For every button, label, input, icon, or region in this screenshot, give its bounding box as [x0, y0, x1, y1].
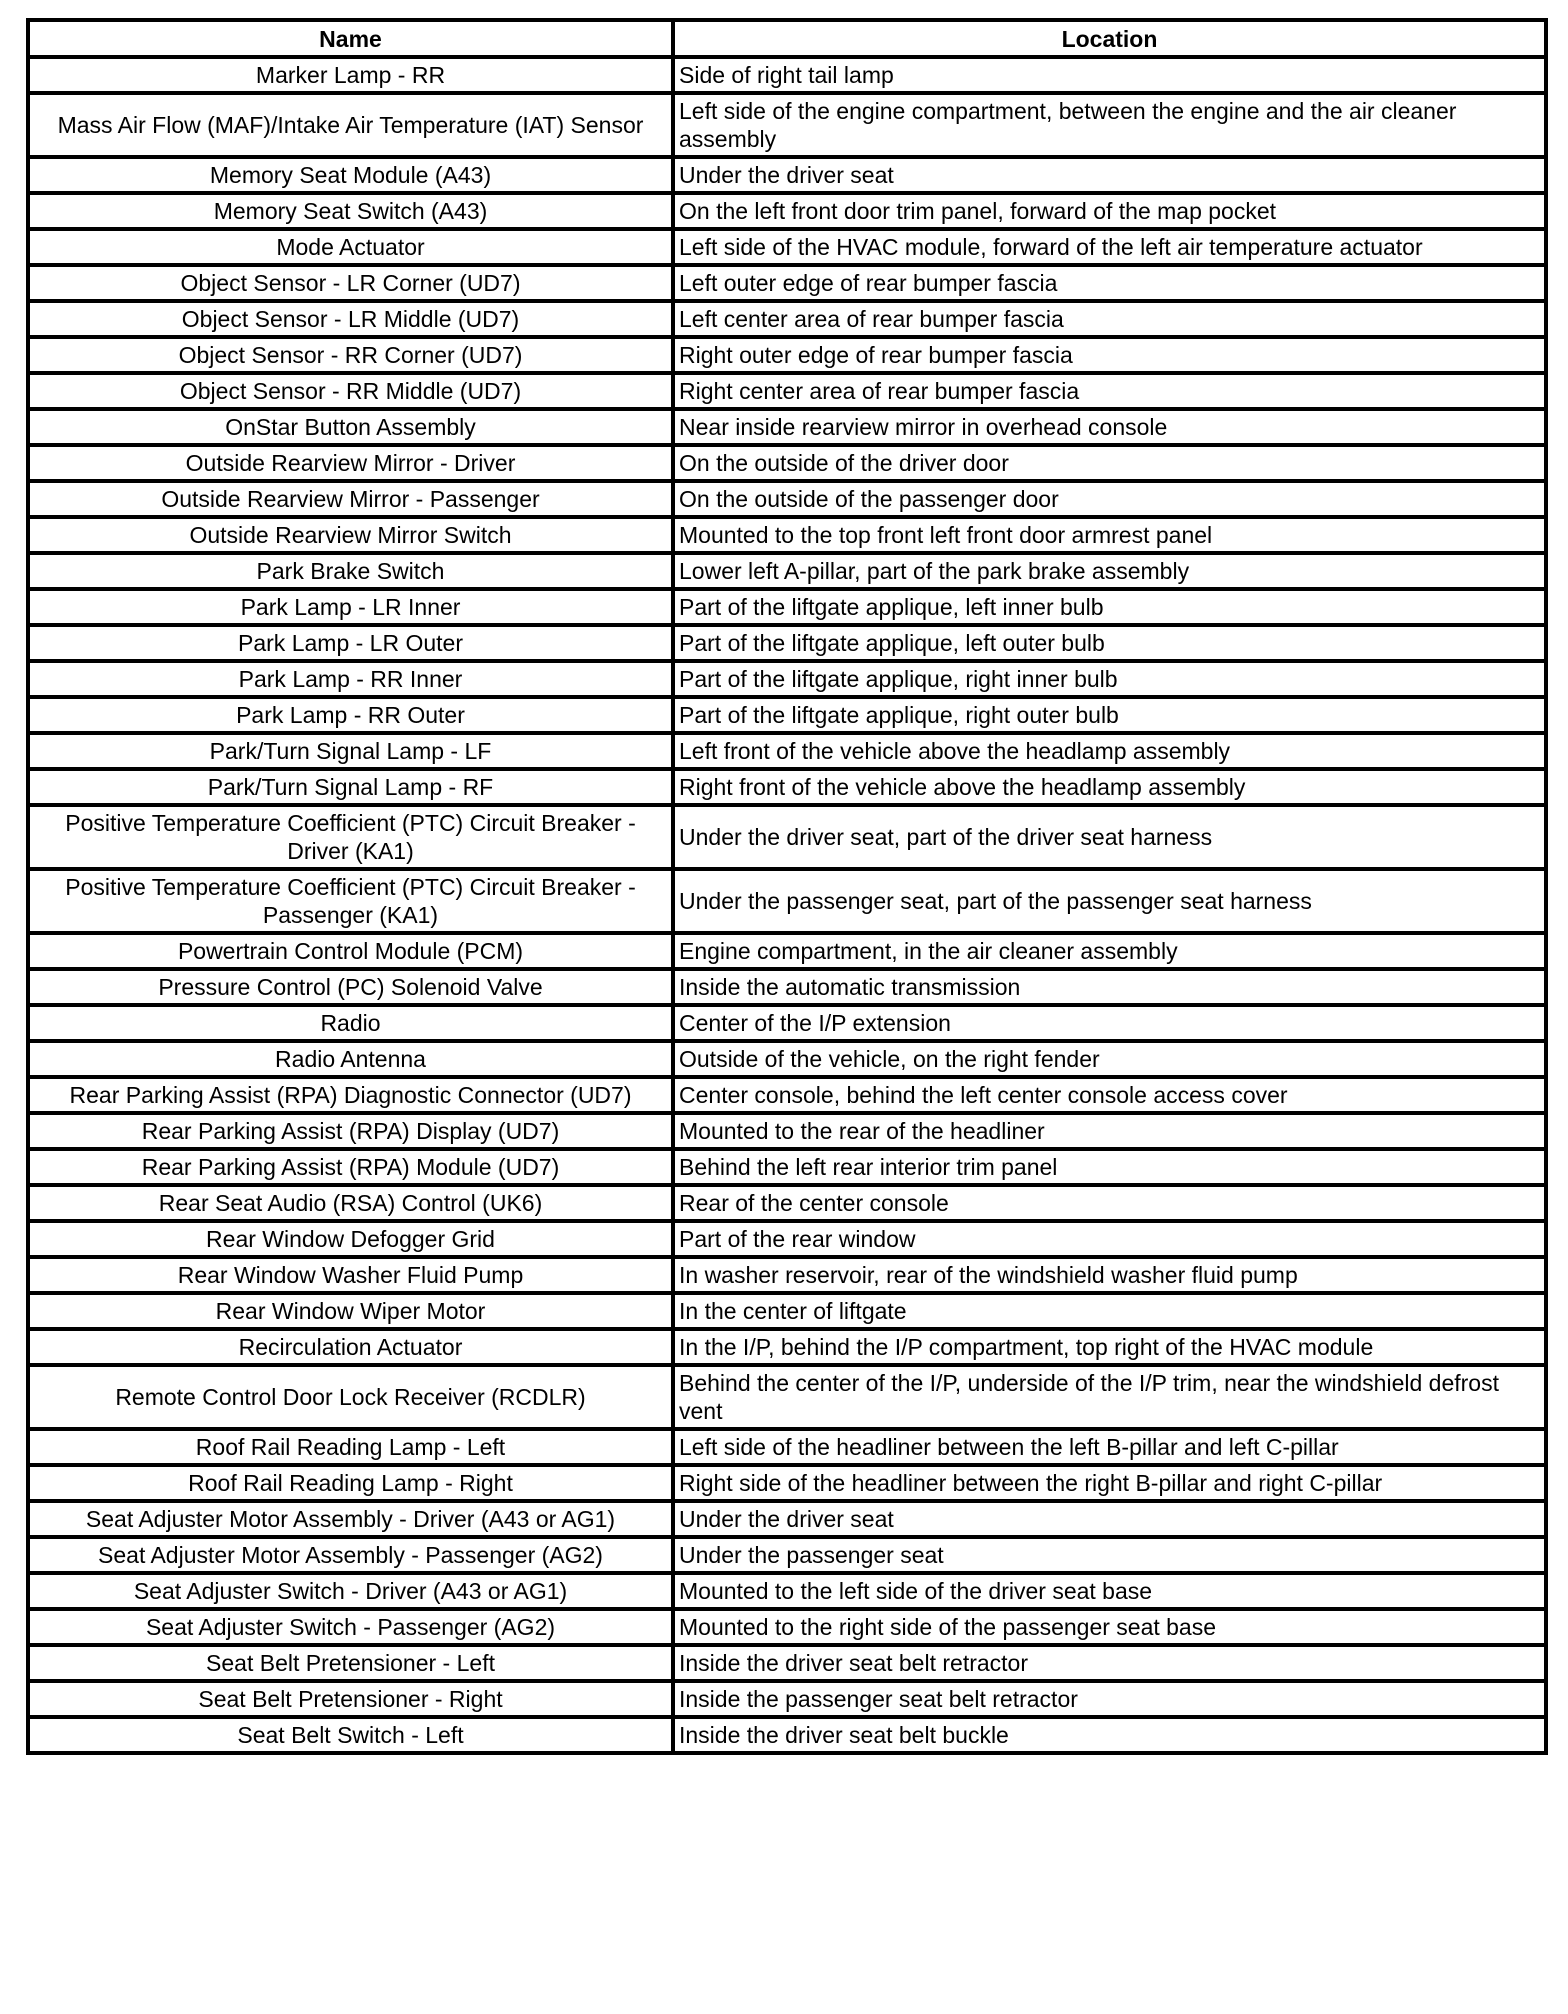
table-row	[28, 589, 1546, 625]
component-name-cell: Roof Rail Reading Lamp - Left	[28, 1429, 673, 1465]
table-row	[28, 229, 1546, 265]
table-row	[28, 1005, 1546, 1041]
component-location-cell: Outside of the vehicle, on the right fender	[673, 1041, 1546, 1077]
component-location-cell: On the outside of the passenger door	[673, 481, 1546, 517]
table-row	[28, 1429, 1546, 1465]
component-name-cell: Seat Belt Pretensioner - Right	[28, 1681, 673, 1717]
component-location-cell: On the left front door trim panel, forward of the map pocket	[673, 193, 1546, 229]
table-row	[28, 57, 1546, 93]
table-row	[28, 805, 1546, 869]
table-row	[28, 553, 1546, 589]
table-row	[28, 733, 1546, 769]
component-location-cell: Side of right tail lamp	[673, 57, 1546, 93]
component-location-cell: Right front of the vehicle above the headlamp assembly	[673, 769, 1546, 805]
table-row	[28, 1645, 1546, 1681]
table-row	[28, 1041, 1546, 1077]
component-location-cell: Part of the liftgate applique, right outer bulb	[673, 697, 1546, 733]
table-row	[28, 1221, 1546, 1257]
component-location-cell: Right center area of rear bumper fascia	[673, 373, 1546, 409]
component-name-cell: Memory Seat Switch (A43)	[28, 193, 673, 229]
component-name-cell: Radio	[28, 1005, 673, 1041]
component-location-cell: Rear of the center console	[673, 1185, 1546, 1221]
component-location-cell: Left side of the engine compartment, between the engine and the air cleaner assembly	[673, 93, 1546, 157]
table-row	[28, 1573, 1546, 1609]
component-name-cell: Mode Actuator	[28, 229, 673, 265]
component-location-cell: Behind the left rear interior trim panel	[673, 1149, 1546, 1185]
table-row	[28, 1185, 1546, 1221]
table-row	[28, 517, 1546, 553]
component-location-cell: Left front of the vehicle above the headlamp assembly	[673, 733, 1546, 769]
component-location-cell: Near inside rearview mirror in overhead console	[673, 409, 1546, 445]
component-location-cell: Mounted to the left side of the driver seat base	[673, 1573, 1546, 1609]
component-location-cell: Part of the rear window	[673, 1221, 1546, 1257]
component-location-cell: Mounted to the top front left front door armrest panel	[673, 517, 1546, 553]
table-row	[28, 769, 1546, 805]
component-name-cell: Memory Seat Module (A43)	[28, 157, 673, 193]
component-location-cell: Behind the center of the I/P, underside of the I/P trim, near the windshield defrost vent	[673, 1365, 1546, 1429]
column-header-location: Location	[673, 20, 1546, 57]
component-name-cell: Rear Parking Assist (RPA) Display (UD7)	[28, 1113, 673, 1149]
component-location-cell: Left center area of rear bumper fascia	[673, 301, 1546, 337]
component-location-cell: Left side of the HVAC module, forward of the left air temperature actuator	[673, 229, 1546, 265]
table-row	[28, 157, 1546, 193]
component-location-cell: Center of the I/P extension	[673, 1005, 1546, 1041]
component-location-cell: Under the driver seat	[673, 1501, 1546, 1537]
component-name-cell: Rear Window Defogger Grid	[28, 1221, 673, 1257]
component-name-cell: Recirculation Actuator	[28, 1329, 673, 1365]
component-name-cell: Roof Rail Reading Lamp - Right	[28, 1465, 673, 1501]
table-row	[28, 445, 1546, 481]
component-name-cell: Radio Antenna	[28, 1041, 673, 1077]
component-name-cell: Outside Rearview Mirror Switch	[28, 517, 673, 553]
table-row	[28, 1537, 1546, 1573]
component-name-cell: Rear Parking Assist (RPA) Diagnostic Connector (UD7)	[28, 1077, 673, 1113]
component-location-cell: Lower left A-pillar, part of the park brake assembly	[673, 553, 1546, 589]
component-location-cell: In the center of liftgate	[673, 1293, 1546, 1329]
component-name-cell: Marker Lamp - RR	[28, 57, 673, 93]
table-row	[28, 337, 1546, 373]
table-row	[28, 1077, 1546, 1113]
component-name-cell: Object Sensor - LR Corner (UD7)	[28, 265, 673, 301]
component-location-cell: Inside the passenger seat belt retractor	[673, 1681, 1546, 1717]
component-location-cell: Inside the driver seat belt buckle	[673, 1717, 1546, 1753]
component-name-cell: Park Lamp - LR Outer	[28, 625, 673, 661]
table-row	[28, 969, 1546, 1005]
component-location-cell: Under the passenger seat	[673, 1537, 1546, 1573]
component-location-cell: Left side of the headliner between the left B-pillar and left C-pillar	[673, 1429, 1546, 1465]
table-row	[28, 301, 1546, 337]
table-row	[28, 933, 1546, 969]
table-body	[28, 57, 1546, 1753]
table-row	[28, 93, 1546, 157]
table-row	[28, 373, 1546, 409]
component-location-cell: Engine compartment, in the air cleaner assembly	[673, 933, 1546, 969]
table-row	[28, 1257, 1546, 1293]
table-row	[28, 1365, 1546, 1429]
table-row	[28, 1329, 1546, 1365]
component-location-cell: In washer reservoir, rear of the windshield washer fluid pump	[673, 1257, 1546, 1293]
component-name-cell: Rear Seat Audio (RSA) Control (UK6)	[28, 1185, 673, 1221]
component-location-cell: Part of the liftgate applique, right inner bulb	[673, 661, 1546, 697]
component-location-cell: Right side of the headliner between the right B-pillar and right C-pillar	[673, 1465, 1546, 1501]
table-row	[28, 1149, 1546, 1185]
component-name-cell: Pressure Control (PC) Solenoid Valve	[28, 969, 673, 1005]
component-name-cell: Rear Window Wiper Motor	[28, 1293, 673, 1329]
component-location-cell: Part of the liftgate applique, left inner bulb	[673, 589, 1546, 625]
table-row	[28, 1293, 1546, 1329]
table-row	[28, 1717, 1546, 1753]
component-name-cell: Park/Turn Signal Lamp - LF	[28, 733, 673, 769]
component-name-cell: Seat Adjuster Motor Assembly - Driver (A43 or AG1)	[28, 1501, 673, 1537]
component-location-table	[26, 18, 1548, 1755]
component-name-cell: Seat Adjuster Switch - Passenger (AG2)	[28, 1609, 673, 1645]
component-name-cell: Seat Adjuster Switch - Driver (A43 or AG1)	[28, 1573, 673, 1609]
component-name-cell: Object Sensor - RR Corner (UD7)	[28, 337, 673, 373]
component-location-cell: Inside the driver seat belt retractor	[673, 1645, 1546, 1681]
table-row	[28, 1465, 1546, 1501]
table-row	[28, 1501, 1546, 1537]
component-name-cell: Park Lamp - RR Outer	[28, 697, 673, 733]
component-location-cell: On the outside of the driver door	[673, 445, 1546, 481]
table-row	[28, 661, 1546, 697]
component-location-cell: Mounted to the rear of the headliner	[673, 1113, 1546, 1149]
component-location-cell: Under the driver seat	[673, 157, 1546, 193]
component-name-cell: Park Lamp - LR Inner	[28, 589, 673, 625]
table-header-row	[28, 20, 1546, 57]
component-name-cell: Outside Rearview Mirror - Driver	[28, 445, 673, 481]
table-row	[28, 481, 1546, 517]
component-name-cell: Rear Parking Assist (RPA) Module (UD7)	[28, 1149, 673, 1185]
component-name-cell: Mass Air Flow (MAF)/Intake Air Temperature (IAT) Sensor	[28, 93, 673, 157]
component-location-cell: Inside the automatic transmission	[673, 969, 1546, 1005]
component-name-cell: Powertrain Control Module (PCM)	[28, 933, 673, 969]
component-location-cell: Part of the liftgate applique, left outer bulb	[673, 625, 1546, 661]
component-name-cell: Positive Temperature Coefficient (PTC) Circuit Breaker - Driver (KA1)	[28, 805, 673, 869]
component-name-cell: Seat Adjuster Motor Assembly - Passenger (AG2)	[28, 1537, 673, 1573]
component-name-cell: Rear Window Washer Fluid Pump	[28, 1257, 673, 1293]
component-name-cell: Seat Belt Pretensioner - Left	[28, 1645, 673, 1681]
component-name-cell: Object Sensor - RR Middle (UD7)	[28, 373, 673, 409]
table-row	[28, 625, 1546, 661]
component-name-cell: Seat Belt Switch - Left	[28, 1717, 673, 1753]
table-row	[28, 869, 1546, 933]
component-location-cell: Under the passenger seat, part of the passenger seat harness	[673, 869, 1546, 933]
table-row	[28, 1113, 1546, 1149]
component-location-cell: Mounted to the right side of the passenger seat base	[673, 1609, 1546, 1645]
column-header-name: Name	[28, 20, 673, 57]
table-row	[28, 409, 1546, 445]
component-location-cell: Center console, behind the left center console access cover	[673, 1077, 1546, 1113]
table-row	[28, 1681, 1546, 1717]
table-row	[28, 1609, 1546, 1645]
component-location-cell: Right outer edge of rear bumper fascia	[673, 337, 1546, 373]
component-name-cell: OnStar Button Assembly	[28, 409, 673, 445]
component-name-cell: Object Sensor - LR Middle (UD7)	[28, 301, 673, 337]
component-name-cell: Remote Control Door Lock Receiver (RCDLR)	[28, 1365, 673, 1429]
component-location-cell: Under the driver seat, part of the driver seat harness	[673, 805, 1546, 869]
component-location-cell: Left outer edge of rear bumper fascia	[673, 265, 1546, 301]
component-location-cell: In the I/P, behind the I/P compartment, top right of the HVAC module	[673, 1329, 1546, 1365]
component-name-cell: Park Lamp - RR Inner	[28, 661, 673, 697]
component-name-cell: Park/Turn Signal Lamp - RF	[28, 769, 673, 805]
component-name-cell: Positive Temperature Coefficient (PTC) Circuit Breaker - Passenger (KA1)	[28, 869, 673, 933]
component-name-cell: Park Brake Switch	[28, 553, 673, 589]
table-row	[28, 265, 1546, 301]
table-row	[28, 193, 1546, 229]
component-name-cell: Outside Rearview Mirror - Passenger	[28, 481, 673, 517]
table-row	[28, 697, 1546, 733]
